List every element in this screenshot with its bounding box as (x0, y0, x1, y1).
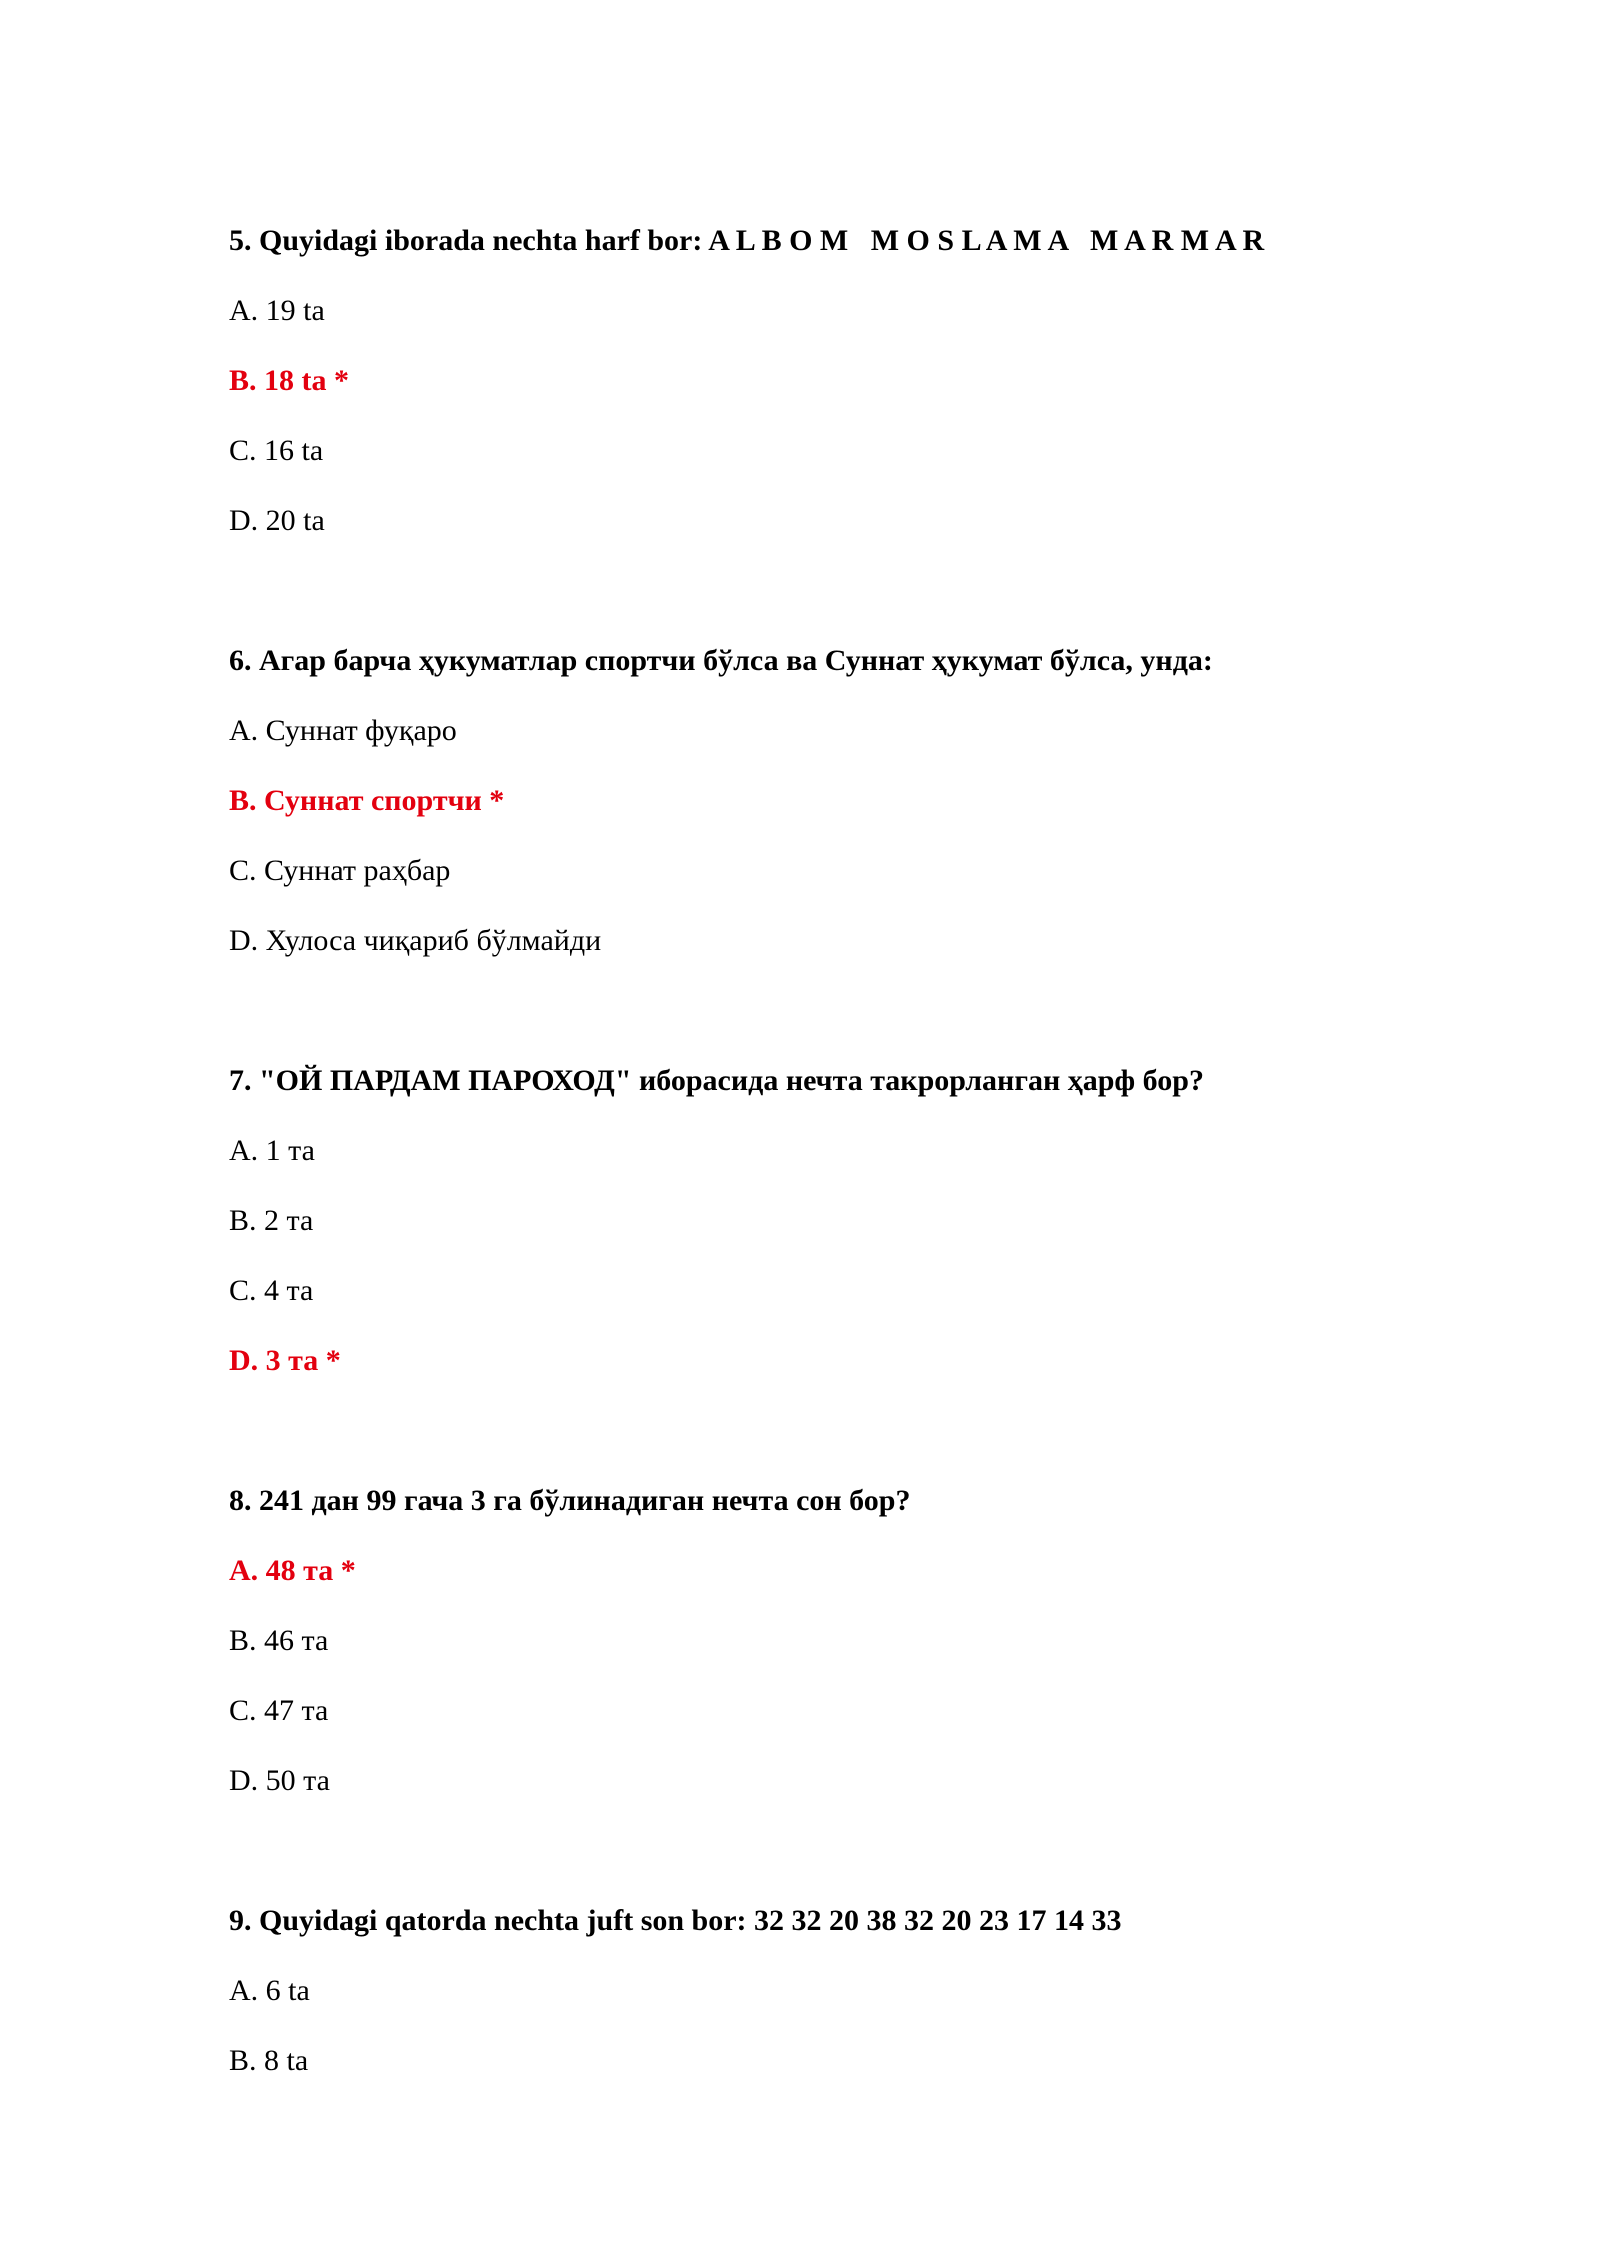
question-5-text: 5. Quyidagi iborada nechta harf bor: A L B O M M O S L A M A M A R M A R (229, 224, 1265, 257)
question-8-text: 8. 241 дан 99 гача 3 га бўлинадиган нечта сон бор? (229, 1484, 911, 1517)
question-6-option-d: D. Хулоса чиқариб бўлмайди (229, 924, 602, 957)
question-5-option-c: C. 16 ta (229, 434, 324, 467)
question-5-option-b-correct: B. 18 ta * (229, 364, 349, 397)
question-8-option-a-correct: A. 48 та * (229, 1554, 356, 1587)
question-5-option-d: D. 20 ta (229, 504, 325, 537)
question-6-option-b-correct: B. Суннат спортчи * (229, 784, 505, 817)
question-9-option-b: B. 8 ta (229, 2044, 309, 2077)
question-6-text: 6. Агар барча ҳукуматлар спортчи бўлса ва Суннат ҳукумат бўлса, унда: (229, 644, 1213, 677)
question-9-text: 9. Quyidagi qatorda nechta juft son bor: 32 32 20 38 32 20 23 17 14 33 (229, 1904, 1122, 1937)
question-8-option-d: D. 50 та (229, 1764, 330, 1797)
question-6-option-a: A. Суннат фуқаро (229, 714, 457, 747)
question-7-option-a: A. 1 та (229, 1134, 315, 1167)
question-6-option-c: C. Суннат раҳбар (229, 854, 451, 887)
question-9-option-a: A. 6 ta (229, 1974, 310, 2007)
question-7-text: 7. "ОЙ ПАРДАМ ПАРОХОД" иборасида нечта такрорланган ҳарф бор? (229, 1064, 1204, 1097)
question-5-option-a: A. 19 ta (229, 294, 325, 327)
question-7-option-c: C. 4 та (229, 1274, 314, 1307)
question-7-option-d-correct: D. 3 та * (229, 1344, 341, 1377)
question-8-option-b: B. 46 та (229, 1624, 329, 1657)
question-7-option-b: B. 2 та (229, 1204, 314, 1237)
question-8-option-c: C. 47 та (229, 1694, 329, 1727)
